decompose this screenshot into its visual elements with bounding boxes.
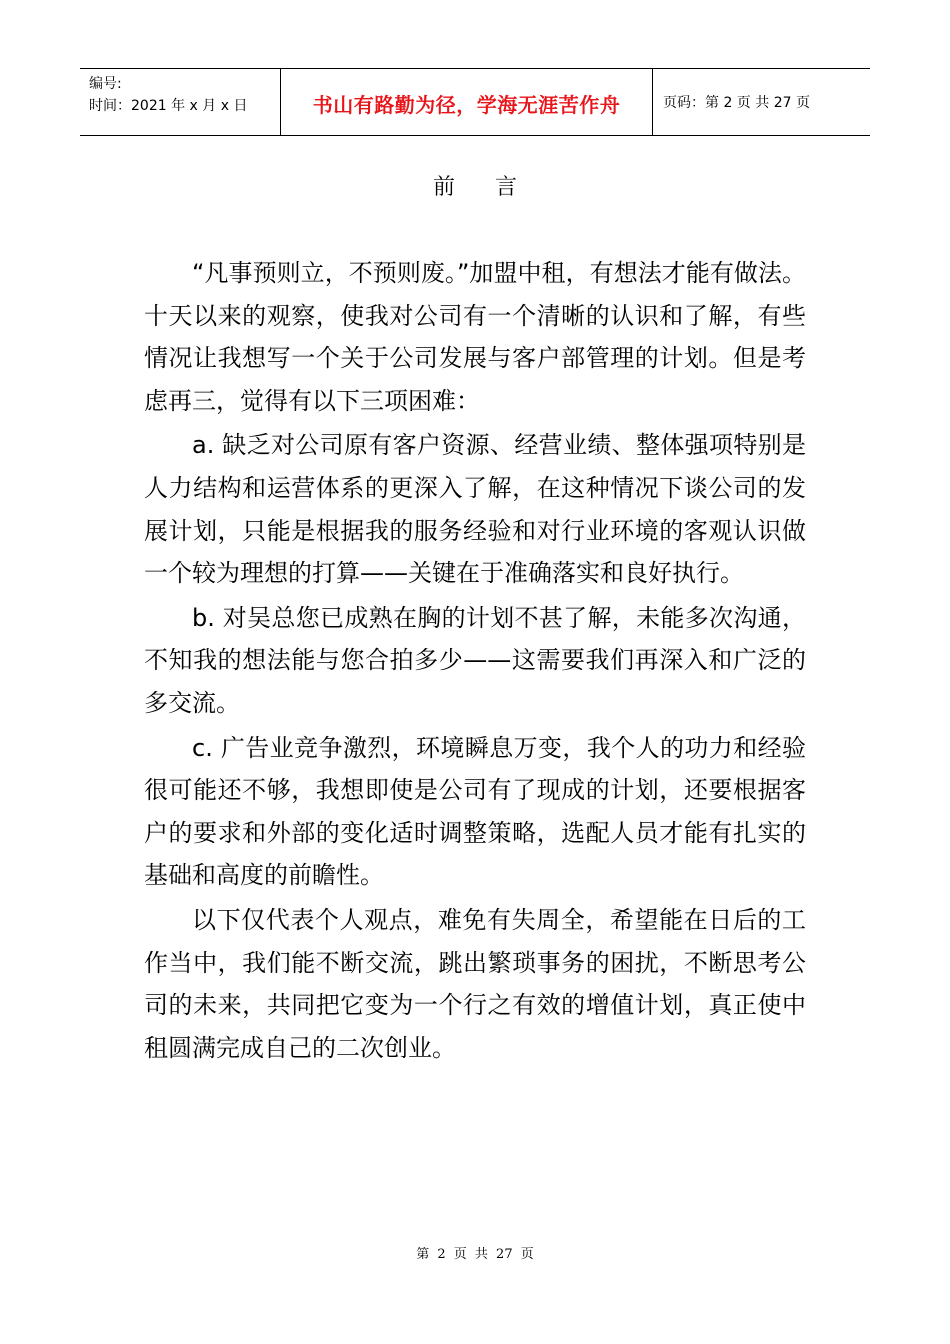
difficulty-item-a: a. 缺乏对公司原有客户资源、经营业绩、整体强项特别是人力结构和运营体系的更深入了解，在这种情况下谈公司的发展计划，只能是根据我的服务经验和对行业环境的客观认识做一个较为理想的打算——关键在于准确落实和良好执行。 <box>144 431 806 588</box>
header-motto: 书山有路勤为径，学海无涯苦作舟 <box>312 92 621 117</box>
closing-paragraph: 以下仅代表个人观点，难免有失周全，希望能在日后的工作当中，我们能不断交流，跳出繁琐事务的困扰，不断思考公司的未来，共同把它变为一个行之有效的增值计划，真正使中租圆满完成自己的二次创业。 <box>144 905 806 1062</box>
header-page-cell <box>653 69 870 135</box>
header-motto-cell <box>281 69 653 135</box>
page-footer: 第 2 页 共 27 页 <box>416 1247 534 1262</box>
document-body <box>144 252 806 1069</box>
document-time-label: 时间：2021 年 x 月 x 日 <box>89 98 248 114</box>
section-title-char-1: 前 <box>432 175 455 200</box>
difficulty-item-c: c. 广告业竞争激烈，环境瞬息万变，我个人的功力和经验很可能还不够，我想即使是公司有了现成的计划，还要根据客户的要求和外部的变化适时调整策略，选配人员才能有扎实的基础和高度的前瞻性。 <box>144 733 806 890</box>
section-title-char-2: 言 <box>495 175 518 200</box>
document-number-label: 编号: <box>89 76 122 92</box>
intro-paragraph: “凡事预则立，不预则废。”加盟中租，有想法才能有做法。 十天以来的观察，使我对公司有一个清晰的认识和了解，有些情况让我想写一个关于公司发展与客户部管理的计划。但是考虑再三，觉得有以下三项困难： <box>144 259 806 415</box>
header-page-code: 页码：第 2 页 共 27 页 <box>663 95 810 111</box>
section-title <box>0 170 950 201</box>
page-header <box>80 68 870 136</box>
difficulty-item-b: b. 对吴总您已成熟在胸的计划不甚了解，未能多次沟通，不知我的想法能与您合拍多少——这需要我们再深入和广泛的多交流。 <box>144 603 806 717</box>
header-meta-cell <box>80 69 281 135</box>
